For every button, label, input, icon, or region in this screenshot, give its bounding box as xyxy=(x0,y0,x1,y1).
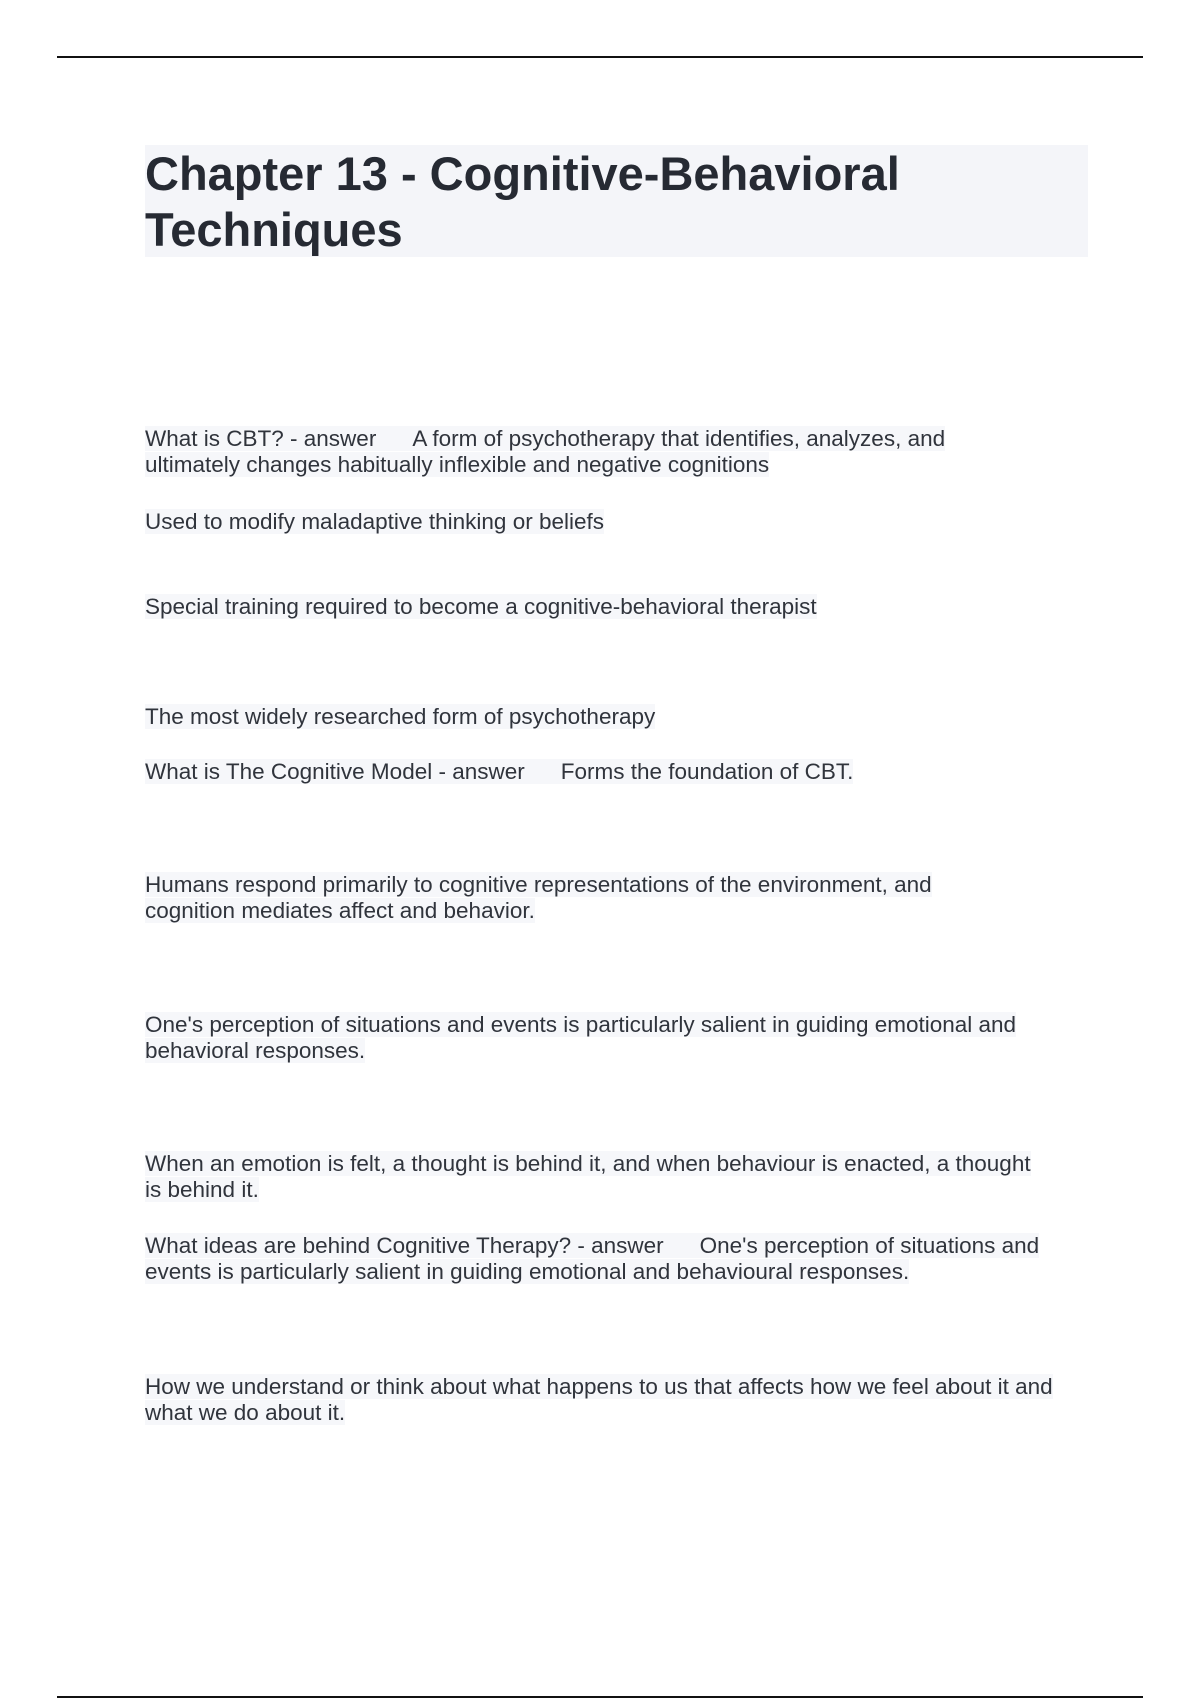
paragraph-text: One's perception of situations and events is particularly salient in guiding emotional and behavioral responses. xyxy=(145,1012,1017,1063)
text-paragraph xyxy=(145,872,1025,924)
text-paragraph xyxy=(145,1012,1095,1064)
paragraph-text: The most widely researched form of psychotherapy xyxy=(145,704,656,729)
qa-paragraph-cognitive-therapy xyxy=(145,1233,1085,1285)
question-text: What is CBT? - answer xyxy=(145,426,377,451)
text-paragraph xyxy=(145,594,1045,620)
answer-text: A form of psychotherapy that identifies, analyzes, and ultimately changes habitually inflexible and negative cognitions xyxy=(145,426,946,477)
text-paragraph xyxy=(145,1151,1045,1203)
paragraph-text: Humans respond primarily to cognitive representations of the environment, and cognition mediates affect and behavior. xyxy=(145,872,932,923)
question-text: What ideas are behind Cognitive Therapy? - answer xyxy=(145,1233,664,1258)
paragraph-text: Used to modify maladaptive thinking or beliefs xyxy=(145,509,604,534)
bottom-rule xyxy=(57,1696,1143,1698)
page-title: Chapter 13 - Cognitive-Behavioral Techniques xyxy=(145,147,900,256)
paragraph-text: When an emotion is felt, a thought is behind it, and when behaviour is enacted, a thought is behind it. xyxy=(145,1151,1031,1202)
text-paragraph xyxy=(145,1374,1085,1426)
text-paragraph xyxy=(145,704,1045,730)
question-text: What is The Cognitive Model - answer xyxy=(145,759,525,784)
text-paragraph xyxy=(145,509,1045,535)
paragraph-text: Special training required to become a cognitive-behavioral therapist xyxy=(145,594,817,619)
answer-text: Forms the foundation of CBT. xyxy=(560,759,854,784)
top-rule xyxy=(57,56,1143,58)
qa-paragraph-cbt xyxy=(145,426,1045,478)
answer-text: One's perception of situations and events is particularly salient in guiding emotional and behavioural responses. xyxy=(145,1233,1040,1284)
paragraph-text: How we understand or think about what happens to us that affects how we feel about it and what we do about it. xyxy=(145,1374,1053,1425)
qa-paragraph-cognitive-model xyxy=(145,759,1045,785)
